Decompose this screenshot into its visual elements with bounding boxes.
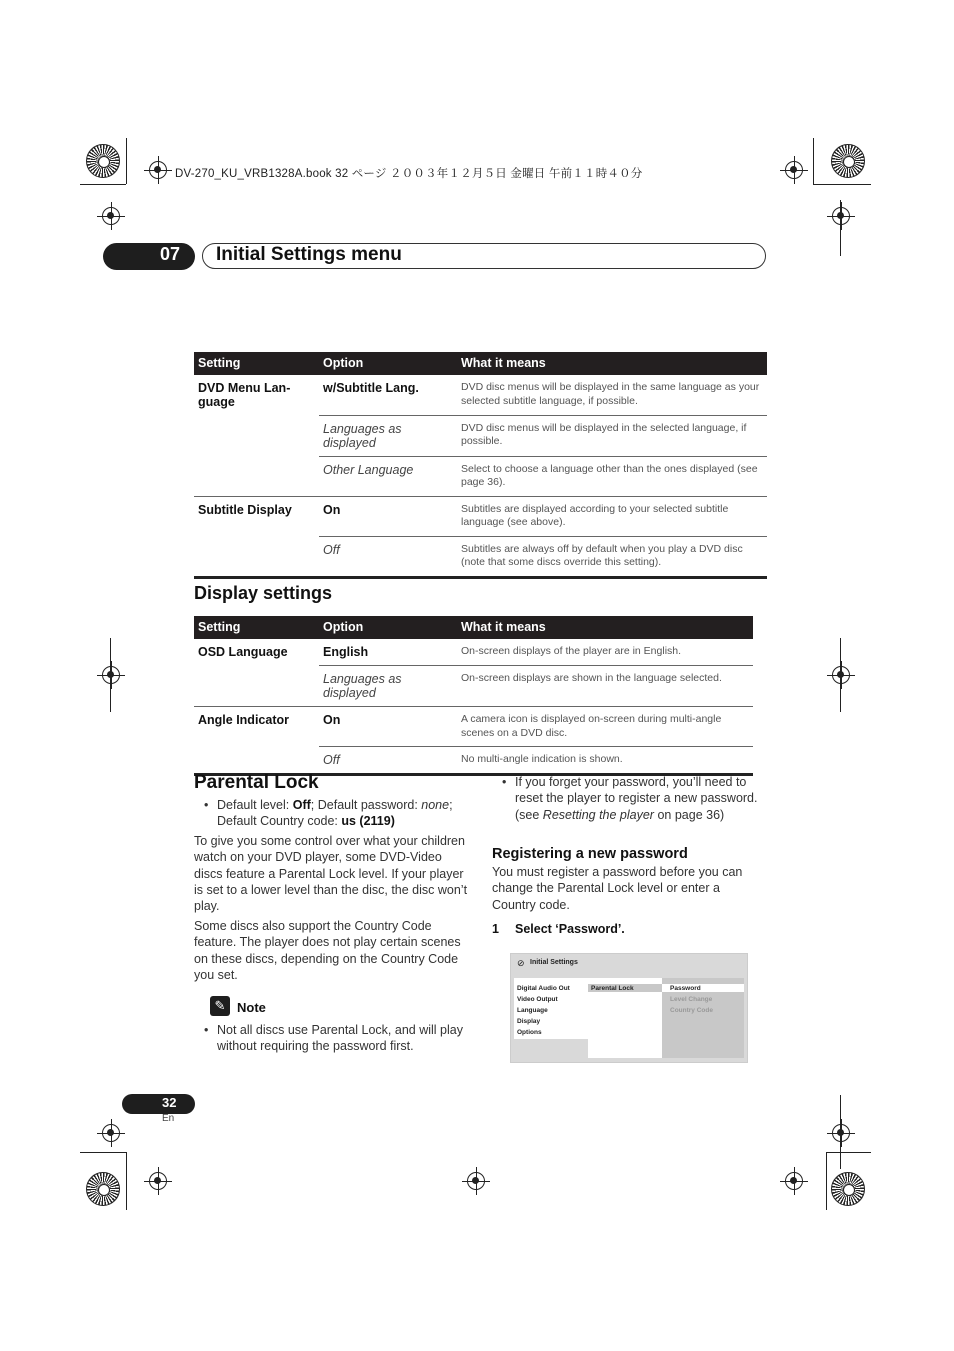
setting-cell: [194, 536, 319, 577]
table-row: [194, 456, 767, 496]
setting-cell: [194, 456, 319, 496]
meaning-cell: DVD disc menus will be displayed in the selected language, if possible.: [457, 415, 767, 456]
setting-cell: Angle Indicator: [194, 707, 319, 747]
table-header-row: [194, 616, 753, 639]
table-row: [194, 707, 753, 747]
crop-line: [840, 200, 841, 256]
meaning-cell: DVD disc menus will be displayed in the same language as your selected subtitle language, if possible.: [461, 381, 760, 407]
setting-cell: DVD Menu Lan- guage: [198, 381, 291, 409]
option-cell: English: [323, 645, 369, 659]
section-heading-parental-lock: Parental Lock: [194, 772, 319, 793]
country-code-paragraph: Some discs also support the Country Code feature. The player does not play certain scenes on these discs, depending on the Country Code you set.: [194, 919, 461, 982]
defaults-text: Default level:: [217, 798, 293, 812]
table-header-cell: What it means: [457, 616, 753, 639]
registration-burst-icon: [831, 1172, 865, 1206]
table-header-cell: Option: [319, 616, 457, 639]
subheading-register-password: Registering a new password: [492, 846, 688, 862]
chapter-title: Initial Settings menu: [216, 244, 402, 265]
crop-line: [826, 1152, 827, 1210]
crop-line: [813, 138, 814, 184]
settings-table-language: [194, 352, 767, 579]
osd-menu-item: Digital Audio Out: [517, 985, 570, 992]
setting-cell: OSD Language: [198, 645, 288, 659]
registration-burst-icon: [86, 1172, 120, 1206]
forgot-text: If you forget your password, you’ll need to reset the player to register a new password. (see: [515, 775, 758, 822]
registration-mark-icon: [832, 1124, 850, 1142]
defaults-bullet: [217, 797, 472, 830]
meaning-cell: No multi-angle indication is shown.: [457, 747, 753, 775]
osd-menu-item: Video Output: [517, 996, 558, 1003]
option-cell: Languages as displayed: [319, 415, 457, 456]
osd-right-item: Country Code: [670, 1007, 713, 1014]
crop-line: [126, 1152, 127, 1210]
option-cell: Off: [319, 536, 457, 577]
registration-burst-icon: [86, 144, 120, 178]
setting-cell: [194, 415, 319, 456]
table-row: [194, 375, 767, 415]
reset-reference: Resetting the player: [542, 807, 654, 822]
osd-middle-item: Parental Lock: [591, 985, 634, 992]
table-header-cell: Option: [319, 352, 457, 375]
osd-right-item: Password: [670, 985, 701, 992]
registration-burst-icon: [831, 144, 865, 178]
table-row: [194, 747, 753, 775]
table-row: [194, 666, 753, 707]
table-header-cell: What it means: [457, 352, 767, 375]
table-row: [194, 536, 767, 577]
table-header-row: [194, 352, 767, 375]
table-header-cell: Setting: [194, 616, 319, 639]
meaning-cell: A camera icon is displayed on-screen during multi-angle scenes on a DVD disc.: [457, 707, 753, 747]
osd-menu-item: Options: [517, 1029, 542, 1036]
forgot-password-bullet: [515, 774, 770, 823]
setting-cell: [194, 666, 319, 707]
meaning-cell: On-screen displays are shown in the language selected.: [457, 666, 753, 707]
table-row: [194, 496, 767, 536]
osd-title: Initial Settings: [530, 959, 578, 966]
registration-mark-icon: [785, 161, 803, 179]
option-cell: w/Subtitle Lang.: [323, 381, 419, 395]
step-text: Select ‘Password’.: [515, 922, 625, 936]
meaning-cell: Subtitles are displayed according to your selected subtitle language (see above).: [457, 496, 767, 536]
step-number: 1: [492, 922, 499, 936]
file-header-line: DV-270_KU_VRB1328A.book 32 ページ ２００３年１２月５日 金曜日 午前１１時４０分: [175, 168, 643, 180]
forgot-text: on page 36): [653, 807, 725, 822]
table-header-cell: Setting: [194, 352, 319, 375]
pencil-icon: ✎: [210, 996, 230, 1016]
osd-screen-image: [510, 953, 748, 1063]
option-cell: Languages as displayed: [319, 666, 457, 707]
crop-line: [110, 638, 111, 712]
settings-table-display: [194, 616, 753, 776]
table-row: [194, 639, 753, 666]
registration-mark-icon: [102, 1124, 120, 1142]
crop-line: [80, 184, 126, 185]
option-cell: On: [319, 707, 457, 747]
osd-right-item: Level Change: [670, 996, 713, 1003]
default-level: Off: [292, 798, 311, 812]
chapter-badge: [103, 243, 195, 270]
crop-line: [826, 1152, 871, 1153]
chapter-number: 07: [160, 244, 181, 264]
option-cell: Off: [319, 747, 457, 775]
registration-mark-icon: [467, 1172, 485, 1190]
note-label: Note: [237, 1000, 266, 1015]
crop-line: [813, 184, 871, 185]
section-heading-display-settings: Display settings: [194, 583, 333, 603]
page-language: En: [162, 1113, 175, 1124]
table-row: [194, 415, 767, 456]
meaning-cell: Subtitles are always off by default when you play a DVD disc (note that some discs override this setting).: [457, 536, 767, 577]
registration-mark-icon: [149, 161, 167, 179]
registration-mark-icon: [832, 666, 850, 684]
crop-line: [126, 138, 127, 184]
page-number: 32: [162, 1095, 177, 1110]
note-bullet: • Not all discs use Parental Lock, and will play without requiring the password first.: [217, 1022, 472, 1055]
registration-mark-icon: [832, 207, 850, 225]
meaning-cell: Select to choose a language other than the ones displayed (see page 36).: [457, 456, 767, 496]
crop-line: [80, 1152, 126, 1153]
default-password: none: [421, 798, 450, 812]
osd-menu-item: Language: [517, 1007, 548, 1014]
registration-mark-icon: [102, 207, 120, 225]
crop-line: [840, 1095, 841, 1169]
setting-cell: Subtitle Display: [194, 496, 319, 536]
registration-mark-icon: [149, 1172, 167, 1190]
option-cell: On: [319, 496, 457, 536]
parental-lock-paragraph: To give you some control over what your children watch on your DVD player, some DVD-Video discs feature a Parental Lock level. If your player is set to a lower level than the disc, the disc won’t play.: [194, 834, 468, 914]
meaning-cell: On-screen displays of the player are in English.: [461, 645, 682, 657]
setting-cell: [194, 747, 319, 775]
osd-menu-item: Display: [517, 1018, 541, 1025]
option-cell: Other Language: [319, 456, 457, 496]
disc-icon: ⊘: [517, 958, 525, 968]
default-country-code: us (2119): [341, 814, 395, 829]
defaults-text: ; Default password:: [310, 798, 422, 812]
register-paragraph: You must register a password before you can change the Parental Lock level or enter a Country code.: [492, 865, 743, 912]
crop-line: [840, 638, 841, 712]
registration-mark-icon: [785, 1172, 803, 1190]
page-number-badge: [122, 1094, 195, 1114]
defaults-text: ; Default Country code:: [217, 798, 453, 829]
registration-mark-icon: [102, 666, 120, 684]
